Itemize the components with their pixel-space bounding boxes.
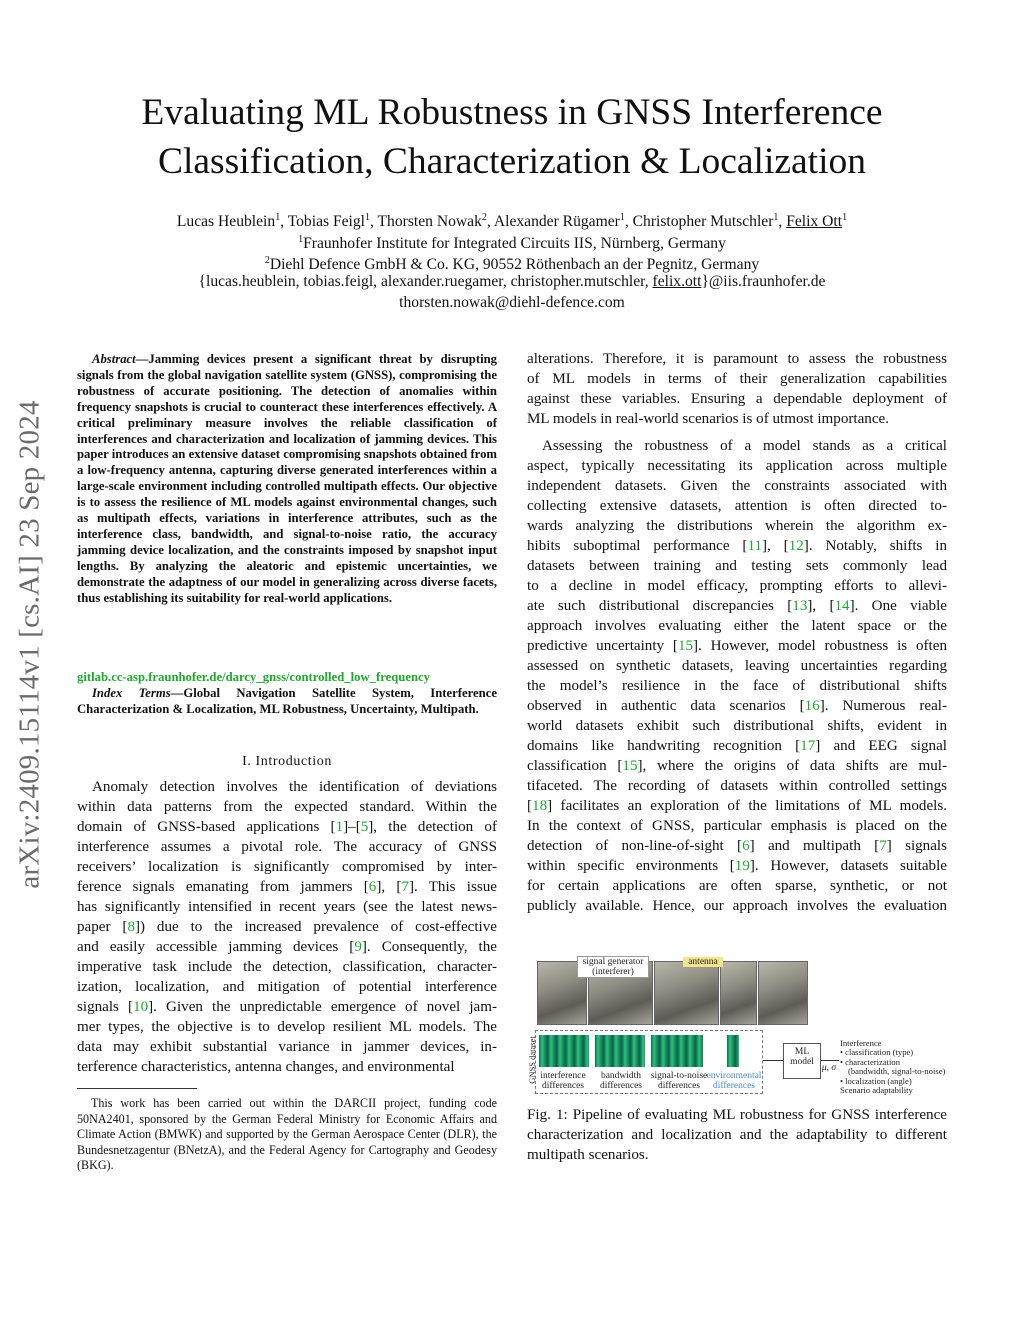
text-line: collecting extensive datasets, attention is often directed to- bbox=[527, 498, 947, 514]
arrow-to-outputs bbox=[821, 1060, 839, 1061]
text-line: predictive uncertainty [15]. However, model robustness is often bbox=[527, 638, 948, 654]
spectrogram-environment bbox=[727, 1035, 739, 1067]
text-line: interference assumes a pivotal role. The accuracy of GNSS bbox=[77, 839, 497, 855]
spectrogram-bandwidth bbox=[595, 1035, 645, 1067]
title-line-2: Classification, Characterization & Localization bbox=[157, 141, 867, 182]
author-link[interactable]: Felix Ott$^1$ bbox=[786, 212, 848, 231]
right-paragraph-1 bbox=[527, 349, 947, 429]
abstract-text: —Jamming devices present a significant threat by disrupting signals from the global navigation satellite system (GNSS), compromising the robustness of accurate positioning. The detection of anomalies within frequency snapshots is crucial to counteract these interferences effectively. A critical preliminary measure involves the reliable classification of interferences and characterization and localization of jamming devices. This paper introduces an extensive dataset compromising snapshots obtained from a low-frequency antenna, capturing diverse generated interferences within a large-scale environment including controlled multipath effects. Our objective is to assess the resilience of ML models against environmental changes, such as multipath effects, variations in interference attributes, such as the interference class, bandwidth, and signal-to-noise ratio, the accuracy jamming device localization, and the constraints imposed by snapshot input lengths. By analyzing the aleatoric and epistemic uncertainties, we demonstrate the adaptness of our model in generalizing across diverse facets, thus establishing its suitability for real-world applications. bbox=[77, 352, 497, 605]
author-list: Lucas Heublein$^1$, Tobias Feigl$^1$, Thorsten Nowak$^2$, Alexander Rügamer$^1$, Christopher Mutschler$^1$, Felix Ott$^1$ bbox=[176, 212, 848, 231]
text-line: [18] facilitates an exploration of the limitations of ML models. bbox=[527, 798, 947, 814]
text-line: detection of non-line-of-sight [6] and multipath [7] signals bbox=[527, 838, 947, 854]
text-line: aspect, typically necessitating its application across multiple bbox=[527, 458, 947, 474]
abstract-label: Abstract bbox=[92, 352, 136, 366]
email-link[interactable]: felix.ott bbox=[652, 273, 702, 290]
index-terms bbox=[77, 686, 497, 718]
affiliation-2: $^2$Diehl Defence GmbH & Co. KG, 90552 Röthenbach an der Pegnitz, Germany bbox=[264, 255, 760, 274]
text-line: ference signals emanating from jammers [6], [7]. This issue bbox=[77, 879, 497, 895]
text-line: has significantly intensified in recent years (see the latest news- bbox=[77, 899, 497, 915]
figure-caption: Fig. 1: Pipeline of evaluating ML robustness for GNSS interference characterization and localization and the adaptability to different multipath scenarios. bbox=[527, 1107, 947, 1163]
author: Alexander Rügamer$^1$ bbox=[493, 212, 625, 231]
text-line: datasets between training and testing sets commonly lead bbox=[527, 558, 947, 574]
text-line: alterations. Therefore, it is paramount to assess the robustness bbox=[527, 351, 947, 367]
text-line: receivers’ localization is significantly compromised by inter- bbox=[77, 859, 497, 875]
spectrogram-interference bbox=[539, 1035, 589, 1067]
figure-1 bbox=[527, 955, 947, 1095]
text-line: the model’s resilience in the face of distributional shifts bbox=[527, 678, 947, 694]
text-line: ate such distributional discrepancies [13], [14]. One viable bbox=[527, 598, 947, 614]
text-line: Assessing the robustness of a model stands as a critical bbox=[542, 438, 947, 454]
photo-setup-4 bbox=[720, 961, 757, 1025]
text-line: publicly available. Hence, our approach involves the evaluation bbox=[527, 898, 947, 914]
right-paragraph-2 bbox=[527, 436, 947, 916]
email-2: thorsten.nowak@diehl-defence.com bbox=[399, 294, 625, 311]
section-heading: I. Introduction bbox=[242, 754, 332, 769]
text-line: terference characteristics, antenna changes, and environmental bbox=[77, 1059, 455, 1075]
index-terms-text: —Global Navigation Satellite System, Interference Characterization & Localization, ML Robustness, Uncertainty, Multipath. bbox=[77, 686, 497, 716]
antenna-label: antenna bbox=[683, 957, 723, 967]
dataset-label: GNSS dataset bbox=[527, 1036, 537, 1084]
intro-paragraph bbox=[77, 777, 497, 1077]
text-line: and easily accessible jamming devices [9]. Consequently, the bbox=[77, 939, 497, 955]
author: Lucas Heublein$^1$ bbox=[176, 212, 281, 231]
text-line: classification [15], where the origins of data shifts are mul- bbox=[527, 758, 947, 774]
text-line: observed in authentic data scenarios [16]. Numerous real- bbox=[527, 698, 947, 714]
text-line: wards analyzing the distributions wherein the algorithm ex- bbox=[527, 518, 947, 534]
text-line: paper [8]) due to the increased prevalence of cost-effective bbox=[77, 919, 497, 935]
text-line: hibits suboptimal performance [11], [12]. Notably, shifts in bbox=[527, 538, 948, 554]
text-line: within specific environments [19]. However, datasets suitable bbox=[527, 858, 947, 874]
ml-model-box: ML model bbox=[783, 1043, 821, 1079]
title-line-1: Evaluating ML Robustness in GNSS Interference bbox=[141, 92, 883, 133]
group-label: signal-to-noise differences bbox=[650, 1071, 708, 1091]
text-line: mer types, the objective is to develop resilient ML models. The bbox=[77, 1019, 497, 1035]
text-line: data may exhibit substantial variance in jammer devices, in- bbox=[77, 1039, 497, 1055]
affiliation-1: $^1$Fraunhofer Institute for Integrated Circuits IIS, Nürnberg, Germany bbox=[298, 234, 726, 253]
text-line: independent datasets. Given the constraints associated with bbox=[527, 478, 947, 494]
spectrogram-snr bbox=[651, 1035, 703, 1067]
signal-generator-label: signal generator (interferer) bbox=[577, 956, 649, 978]
text-line: signals [10]. Given the unpredictable emergence of novel jam- bbox=[77, 999, 497, 1015]
footnote: This work has been carried out within the DARCII project, funding code 50NA2401, sponsored by the German Federal Ministry for Economic Affairs and Climate Action (BMWK) and supported by the German Aerospace Center (DLR), the Bundesnetzagentur (BNetzA), and the Federal Agency for Cartography and Geodesy (BKG). bbox=[77, 1096, 497, 1172]
group-label: environmental differences bbox=[706, 1071, 762, 1091]
arxiv-identifier: arXiv:2409.15114v1 [cs.AI] 23 Sep 2024 bbox=[13, 400, 46, 889]
index-terms-label: Index Terms bbox=[92, 686, 171, 700]
text-line: within data patterns from the expected standard. Within the bbox=[77, 799, 497, 815]
email-list: {lucas.heublein, tobias.feigl, alexander.ruegamer, christopher.mutschler, felix.ott}@iis.fraunhofer.de bbox=[198, 273, 826, 290]
text-line: assessed on synthetic datasets, leaving uncertainties regarding bbox=[527, 658, 947, 674]
output-list: Interference • classification (type) • characterization (bandwidth, signal-to-noise) • localization (angle) Scenario adaptability bbox=[840, 1038, 946, 1096]
text-line: domains like handwriting recognition [17] and EEG signal bbox=[527, 738, 947, 754]
text-line: ML models in real-world scenarios is of utmost importance. bbox=[527, 411, 890, 427]
author: Tobias Feigl$^1$ bbox=[287, 212, 371, 231]
text-line: world datasets exhibit such distributional shifts, evident in bbox=[527, 718, 947, 734]
text-line: approach involves evaluating either the latent space or the bbox=[527, 618, 947, 634]
group-label: interference differences bbox=[540, 1071, 586, 1091]
gitlab-link[interactable]: gitlab.cc-asp.fraunhofer.de/darcy_gnss/controlled_low_frequency bbox=[77, 670, 431, 684]
text-line: domain of GNSS-based applications [1]–[5], the detection of bbox=[77, 819, 497, 835]
photo-setup-5 bbox=[758, 961, 808, 1025]
arrow-to-model bbox=[763, 1060, 783, 1061]
group-label: bandwidth differences bbox=[599, 1071, 643, 1091]
photo-setup-3 bbox=[654, 961, 719, 1025]
text-line: to a decline in model efficacy, prompting efforts to allevi- bbox=[527, 578, 947, 594]
text-line: ization, localization, and mitigation of potential interference bbox=[77, 979, 497, 995]
text-line: for certain applications are often sparse, synthetic, or not bbox=[527, 878, 947, 894]
mu-sigma-label: μ, σ bbox=[821, 1063, 837, 1073]
text-line: Anomaly detection involves the identification of deviations bbox=[92, 779, 497, 795]
text-line: against these variables. Ensuring a dependable deployment of bbox=[527, 391, 947, 407]
author: Christopher Mutschler$^1$ bbox=[632, 212, 779, 231]
text-line: of ML models in terms of their generalization capabilities bbox=[527, 371, 947, 387]
abstract bbox=[77, 352, 497, 607]
text-line: In the context of GNSS, particular emphasis is placed on the bbox=[527, 818, 947, 834]
footnote-rule bbox=[77, 1088, 197, 1089]
author: Thorsten Nowak$^2$ bbox=[377, 212, 487, 231]
text-line: imperative task include the detection, classification, character- bbox=[77, 959, 497, 975]
paper-title bbox=[0, 88, 1024, 186]
text-line: tifaceted. The recording of datasets within controlled settings bbox=[527, 778, 947, 794]
